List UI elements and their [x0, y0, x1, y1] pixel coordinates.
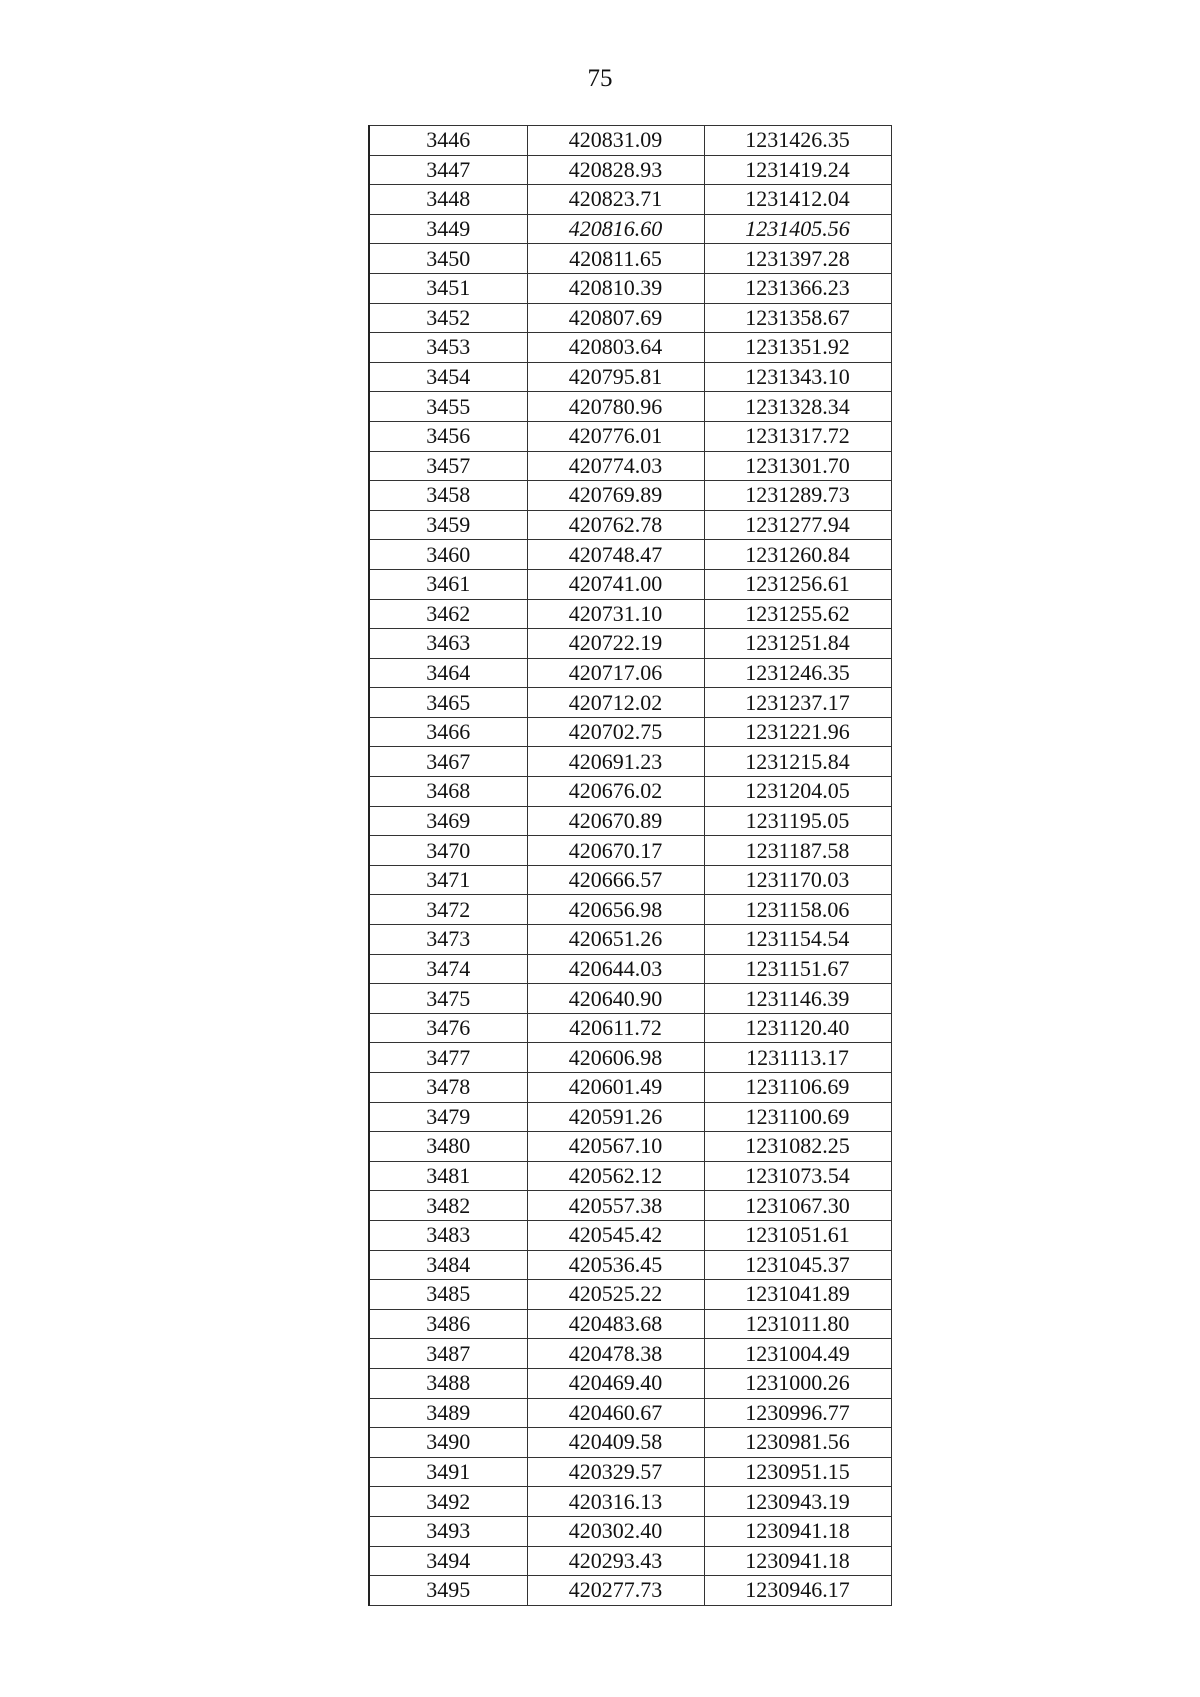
table-row	[369, 155, 891, 185]
point-number-cell: 3484	[369, 1250, 527, 1280]
x-coordinate-cell: 420803.64	[527, 333, 704, 363]
y-coordinate-cell: 1231011.80	[704, 1309, 891, 1339]
table-row	[369, 658, 891, 688]
table-row	[369, 362, 891, 392]
point-number-cell: 3478	[369, 1073, 527, 1103]
x-coordinate-cell: 420557.38	[527, 1191, 704, 1221]
point-number-cell: 3463	[369, 629, 527, 659]
point-number-cell: 3468	[369, 777, 527, 807]
table-row	[369, 214, 891, 244]
point-number-cell: 3450	[369, 244, 527, 274]
x-coordinate-cell: 420329.57	[527, 1457, 704, 1487]
table-row	[369, 1546, 891, 1576]
x-coordinate-cell: 420656.98	[527, 895, 704, 925]
x-coordinate-cell: 420640.90	[527, 984, 704, 1014]
x-coordinate-cell: 420731.10	[527, 599, 704, 629]
x-coordinate-cell: 420811.65	[527, 244, 704, 274]
y-coordinate-cell: 1231351.92	[704, 333, 891, 363]
y-coordinate-cell: 1231073.54	[704, 1161, 891, 1191]
point-number-cell: 3482	[369, 1191, 527, 1221]
y-coordinate-cell: 1231358.67	[704, 303, 891, 333]
table-row	[369, 925, 891, 955]
point-number-cell: 3481	[369, 1161, 527, 1191]
y-coordinate-cell: 1231426.35	[704, 126, 891, 156]
y-coordinate-cell: 1231260.84	[704, 540, 891, 570]
table-row	[369, 126, 891, 156]
point-number-cell: 3452	[369, 303, 527, 333]
table-row	[369, 806, 891, 836]
table-row	[369, 895, 891, 925]
y-coordinate-cell: 1231051.61	[704, 1220, 891, 1250]
x-coordinate-cell: 420774.03	[527, 451, 704, 481]
x-coordinate-cell: 420762.78	[527, 510, 704, 540]
x-coordinate-cell: 420478.38	[527, 1339, 704, 1369]
point-number-cell: 3472	[369, 895, 527, 925]
table-row	[369, 273, 891, 303]
y-coordinate-cell: 1231215.84	[704, 747, 891, 777]
x-coordinate-cell: 420666.57	[527, 865, 704, 895]
x-coordinate-cell: 420562.12	[527, 1161, 704, 1191]
table-row	[369, 1102, 891, 1132]
point-number-cell: 3461	[369, 569, 527, 599]
x-coordinate-cell: 420722.19	[527, 629, 704, 659]
table-row	[369, 451, 891, 481]
x-coordinate-cell: 420409.58	[527, 1428, 704, 1458]
point-number-cell: 3457	[369, 451, 527, 481]
y-coordinate-cell: 1231317.72	[704, 421, 891, 451]
point-number-cell: 3458	[369, 481, 527, 511]
y-coordinate-cell: 1231204.05	[704, 777, 891, 807]
table-row	[369, 1220, 891, 1250]
point-number-cell: 3475	[369, 984, 527, 1014]
point-number-cell: 3448	[369, 185, 527, 215]
table-row	[369, 1309, 891, 1339]
table-row	[369, 1368, 891, 1398]
table-row	[369, 1073, 891, 1103]
table-row	[369, 333, 891, 363]
y-coordinate-cell: 1231158.06	[704, 895, 891, 925]
y-coordinate-cell: 1231154.54	[704, 925, 891, 955]
x-coordinate-cell: 420741.00	[527, 569, 704, 599]
point-number-cell: 3459	[369, 510, 527, 540]
point-number-cell: 3476	[369, 1013, 527, 1043]
point-number-cell: 3480	[369, 1132, 527, 1162]
x-coordinate-cell: 420780.96	[527, 392, 704, 422]
point-number-cell: 3453	[369, 333, 527, 363]
table-row	[369, 303, 891, 333]
y-coordinate-cell: 1231328.34	[704, 392, 891, 422]
table-row	[369, 717, 891, 747]
y-coordinate-cell: 1231366.23	[704, 273, 891, 303]
point-number-cell: 3456	[369, 421, 527, 451]
point-number-cell: 3493	[369, 1516, 527, 1546]
table-row	[369, 1576, 891, 1606]
x-coordinate-cell: 420807.69	[527, 303, 704, 333]
point-number-cell: 3449	[369, 214, 527, 244]
table-row	[369, 1428, 891, 1458]
y-coordinate-cell: 1231151.67	[704, 954, 891, 984]
point-number-cell: 3467	[369, 747, 527, 777]
point-number-cell: 3494	[369, 1546, 527, 1576]
point-number-cell: 3455	[369, 392, 527, 422]
point-number-cell: 3485	[369, 1280, 527, 1310]
x-coordinate-cell: 420591.26	[527, 1102, 704, 1132]
point-number-cell: 3465	[369, 688, 527, 718]
x-coordinate-cell: 420644.03	[527, 954, 704, 984]
x-coordinate-cell: 420823.71	[527, 185, 704, 215]
point-number-cell: 3470	[369, 836, 527, 866]
y-coordinate-cell: 1231397.28	[704, 244, 891, 274]
point-number-cell: 3487	[369, 1339, 527, 1369]
table-row	[369, 777, 891, 807]
table-row	[369, 1339, 891, 1369]
x-coordinate-cell: 420536.45	[527, 1250, 704, 1280]
point-number-cell: 3446	[369, 126, 527, 156]
y-coordinate-cell: 1231045.37	[704, 1250, 891, 1280]
y-coordinate-cell: 1231146.39	[704, 984, 891, 1014]
y-coordinate-cell: 1231187.58	[704, 836, 891, 866]
x-coordinate-cell: 420831.09	[527, 126, 704, 156]
x-coordinate-cell: 420670.89	[527, 806, 704, 836]
y-coordinate-cell: 1231255.62	[704, 599, 891, 629]
point-number-cell: 3492	[369, 1487, 527, 1517]
table-row	[369, 1013, 891, 1043]
table-row	[369, 481, 891, 511]
table-row	[369, 1043, 891, 1073]
x-coordinate-cell: 420712.02	[527, 688, 704, 718]
y-coordinate-cell: 1231195.05	[704, 806, 891, 836]
table-row	[369, 599, 891, 629]
table-row	[369, 1191, 891, 1221]
table-row	[369, 1398, 891, 1428]
point-number-cell: 3486	[369, 1309, 527, 1339]
y-coordinate-cell: 1230981.56	[704, 1428, 891, 1458]
x-coordinate-cell: 420525.22	[527, 1280, 704, 1310]
table-row	[369, 185, 891, 215]
y-coordinate-cell: 1231082.25	[704, 1132, 891, 1162]
table-row	[369, 984, 891, 1014]
point-number-cell: 3490	[369, 1428, 527, 1458]
x-coordinate-cell: 420611.72	[527, 1013, 704, 1043]
y-coordinate-cell: 1231237.17	[704, 688, 891, 718]
y-coordinate-cell: 1230946.17	[704, 1576, 891, 1606]
x-coordinate-cell: 420776.01	[527, 421, 704, 451]
point-number-cell: 3469	[369, 806, 527, 836]
page-number: 75	[587, 65, 613, 92]
y-coordinate-cell: 1231251.84	[704, 629, 891, 659]
point-number-cell: 3473	[369, 925, 527, 955]
point-number-cell: 3483	[369, 1220, 527, 1250]
x-coordinate-cell: 420702.75	[527, 717, 704, 747]
y-coordinate-cell: 1231113.17	[704, 1043, 891, 1073]
table-row	[369, 1280, 891, 1310]
point-number-cell: 3495	[369, 1576, 527, 1606]
x-coordinate-cell: 420769.89	[527, 481, 704, 511]
y-coordinate-cell: 1231106.69	[704, 1073, 891, 1103]
y-coordinate-cell: 1230941.18	[704, 1516, 891, 1546]
x-coordinate-cell: 420748.47	[527, 540, 704, 570]
x-coordinate-cell: 420601.49	[527, 1073, 704, 1103]
table-row	[369, 392, 891, 422]
table-row	[369, 510, 891, 540]
y-coordinate-cell: 1230951.15	[704, 1457, 891, 1487]
table-row	[369, 1161, 891, 1191]
point-number-cell: 3464	[369, 658, 527, 688]
x-coordinate-cell: 420828.93	[527, 155, 704, 185]
y-coordinate-cell: 1231412.04	[704, 185, 891, 215]
x-coordinate-cell: 420676.02	[527, 777, 704, 807]
table-row	[369, 1132, 891, 1162]
coordinates-table-body	[369, 126, 891, 1606]
point-number-cell: 3471	[369, 865, 527, 895]
y-coordinate-cell: 1231170.03	[704, 865, 891, 895]
point-number-cell: 3451	[369, 273, 527, 303]
x-coordinate-cell: 420302.40	[527, 1516, 704, 1546]
table-row	[369, 1516, 891, 1546]
x-coordinate-cell: 420691.23	[527, 747, 704, 777]
x-coordinate-cell: 420606.98	[527, 1043, 704, 1073]
y-coordinate-cell: 1231221.96	[704, 717, 891, 747]
y-coordinate-cell: 1231256.61	[704, 569, 891, 599]
table-row	[369, 865, 891, 895]
table-row	[369, 747, 891, 777]
point-number-cell: 3454	[369, 362, 527, 392]
y-coordinate-cell: 1230996.77	[704, 1398, 891, 1428]
table-row	[369, 629, 891, 659]
y-coordinate-cell: 1231343.10	[704, 362, 891, 392]
x-coordinate-cell: 420670.17	[527, 836, 704, 866]
point-number-cell: 3479	[369, 1102, 527, 1132]
x-coordinate-cell: 420567.10	[527, 1132, 704, 1162]
point-number-cell: 3489	[369, 1398, 527, 1428]
x-coordinate-cell: 420545.42	[527, 1220, 704, 1250]
table-row	[369, 1250, 891, 1280]
table-row	[369, 569, 891, 599]
y-coordinate-cell: 1231041.89	[704, 1280, 891, 1310]
x-coordinate-cell: 420816.60	[527, 214, 704, 244]
y-coordinate-cell: 1231301.70	[704, 451, 891, 481]
table-row	[369, 836, 891, 866]
x-coordinate-cell: 420795.81	[527, 362, 704, 392]
y-coordinate-cell: 1231289.73	[704, 481, 891, 511]
x-coordinate-cell: 420483.68	[527, 1309, 704, 1339]
point-number-cell: 3477	[369, 1043, 527, 1073]
x-coordinate-cell: 420460.67	[527, 1398, 704, 1428]
point-number-cell: 3460	[369, 540, 527, 570]
x-coordinate-cell: 420717.06	[527, 658, 704, 688]
y-coordinate-cell: 1231277.94	[704, 510, 891, 540]
table-row	[369, 1457, 891, 1487]
y-coordinate-cell: 1230941.18	[704, 1546, 891, 1576]
point-number-cell: 3474	[369, 954, 527, 984]
point-number-cell: 3491	[369, 1457, 527, 1487]
table-row	[369, 1487, 891, 1517]
coordinates-table	[368, 125, 892, 1606]
point-number-cell: 3447	[369, 155, 527, 185]
y-coordinate-cell: 1231067.30	[704, 1191, 891, 1221]
y-coordinate-cell: 1231100.69	[704, 1102, 891, 1132]
y-coordinate-cell: 1231120.40	[704, 1013, 891, 1043]
y-coordinate-cell: 1230943.19	[704, 1487, 891, 1517]
x-coordinate-cell: 420651.26	[527, 925, 704, 955]
x-coordinate-cell: 420316.13	[527, 1487, 704, 1517]
x-coordinate-cell: 420277.73	[527, 1576, 704, 1606]
table-row	[369, 954, 891, 984]
y-coordinate-cell: 1231419.24	[704, 155, 891, 185]
table-row	[369, 421, 891, 451]
y-coordinate-cell: 1231004.49	[704, 1339, 891, 1369]
table-row	[369, 540, 891, 570]
point-number-cell: 3466	[369, 717, 527, 747]
x-coordinate-cell: 420810.39	[527, 273, 704, 303]
x-coordinate-cell: 420293.43	[527, 1546, 704, 1576]
x-coordinate-cell: 420469.40	[527, 1368, 704, 1398]
y-coordinate-cell: 1231405.56	[704, 214, 891, 244]
table-row	[369, 688, 891, 718]
point-number-cell: 3462	[369, 599, 527, 629]
y-coordinate-cell: 1231000.26	[704, 1368, 891, 1398]
point-number-cell: 3488	[369, 1368, 527, 1398]
table-row	[369, 244, 891, 274]
y-coordinate-cell: 1231246.35	[704, 658, 891, 688]
